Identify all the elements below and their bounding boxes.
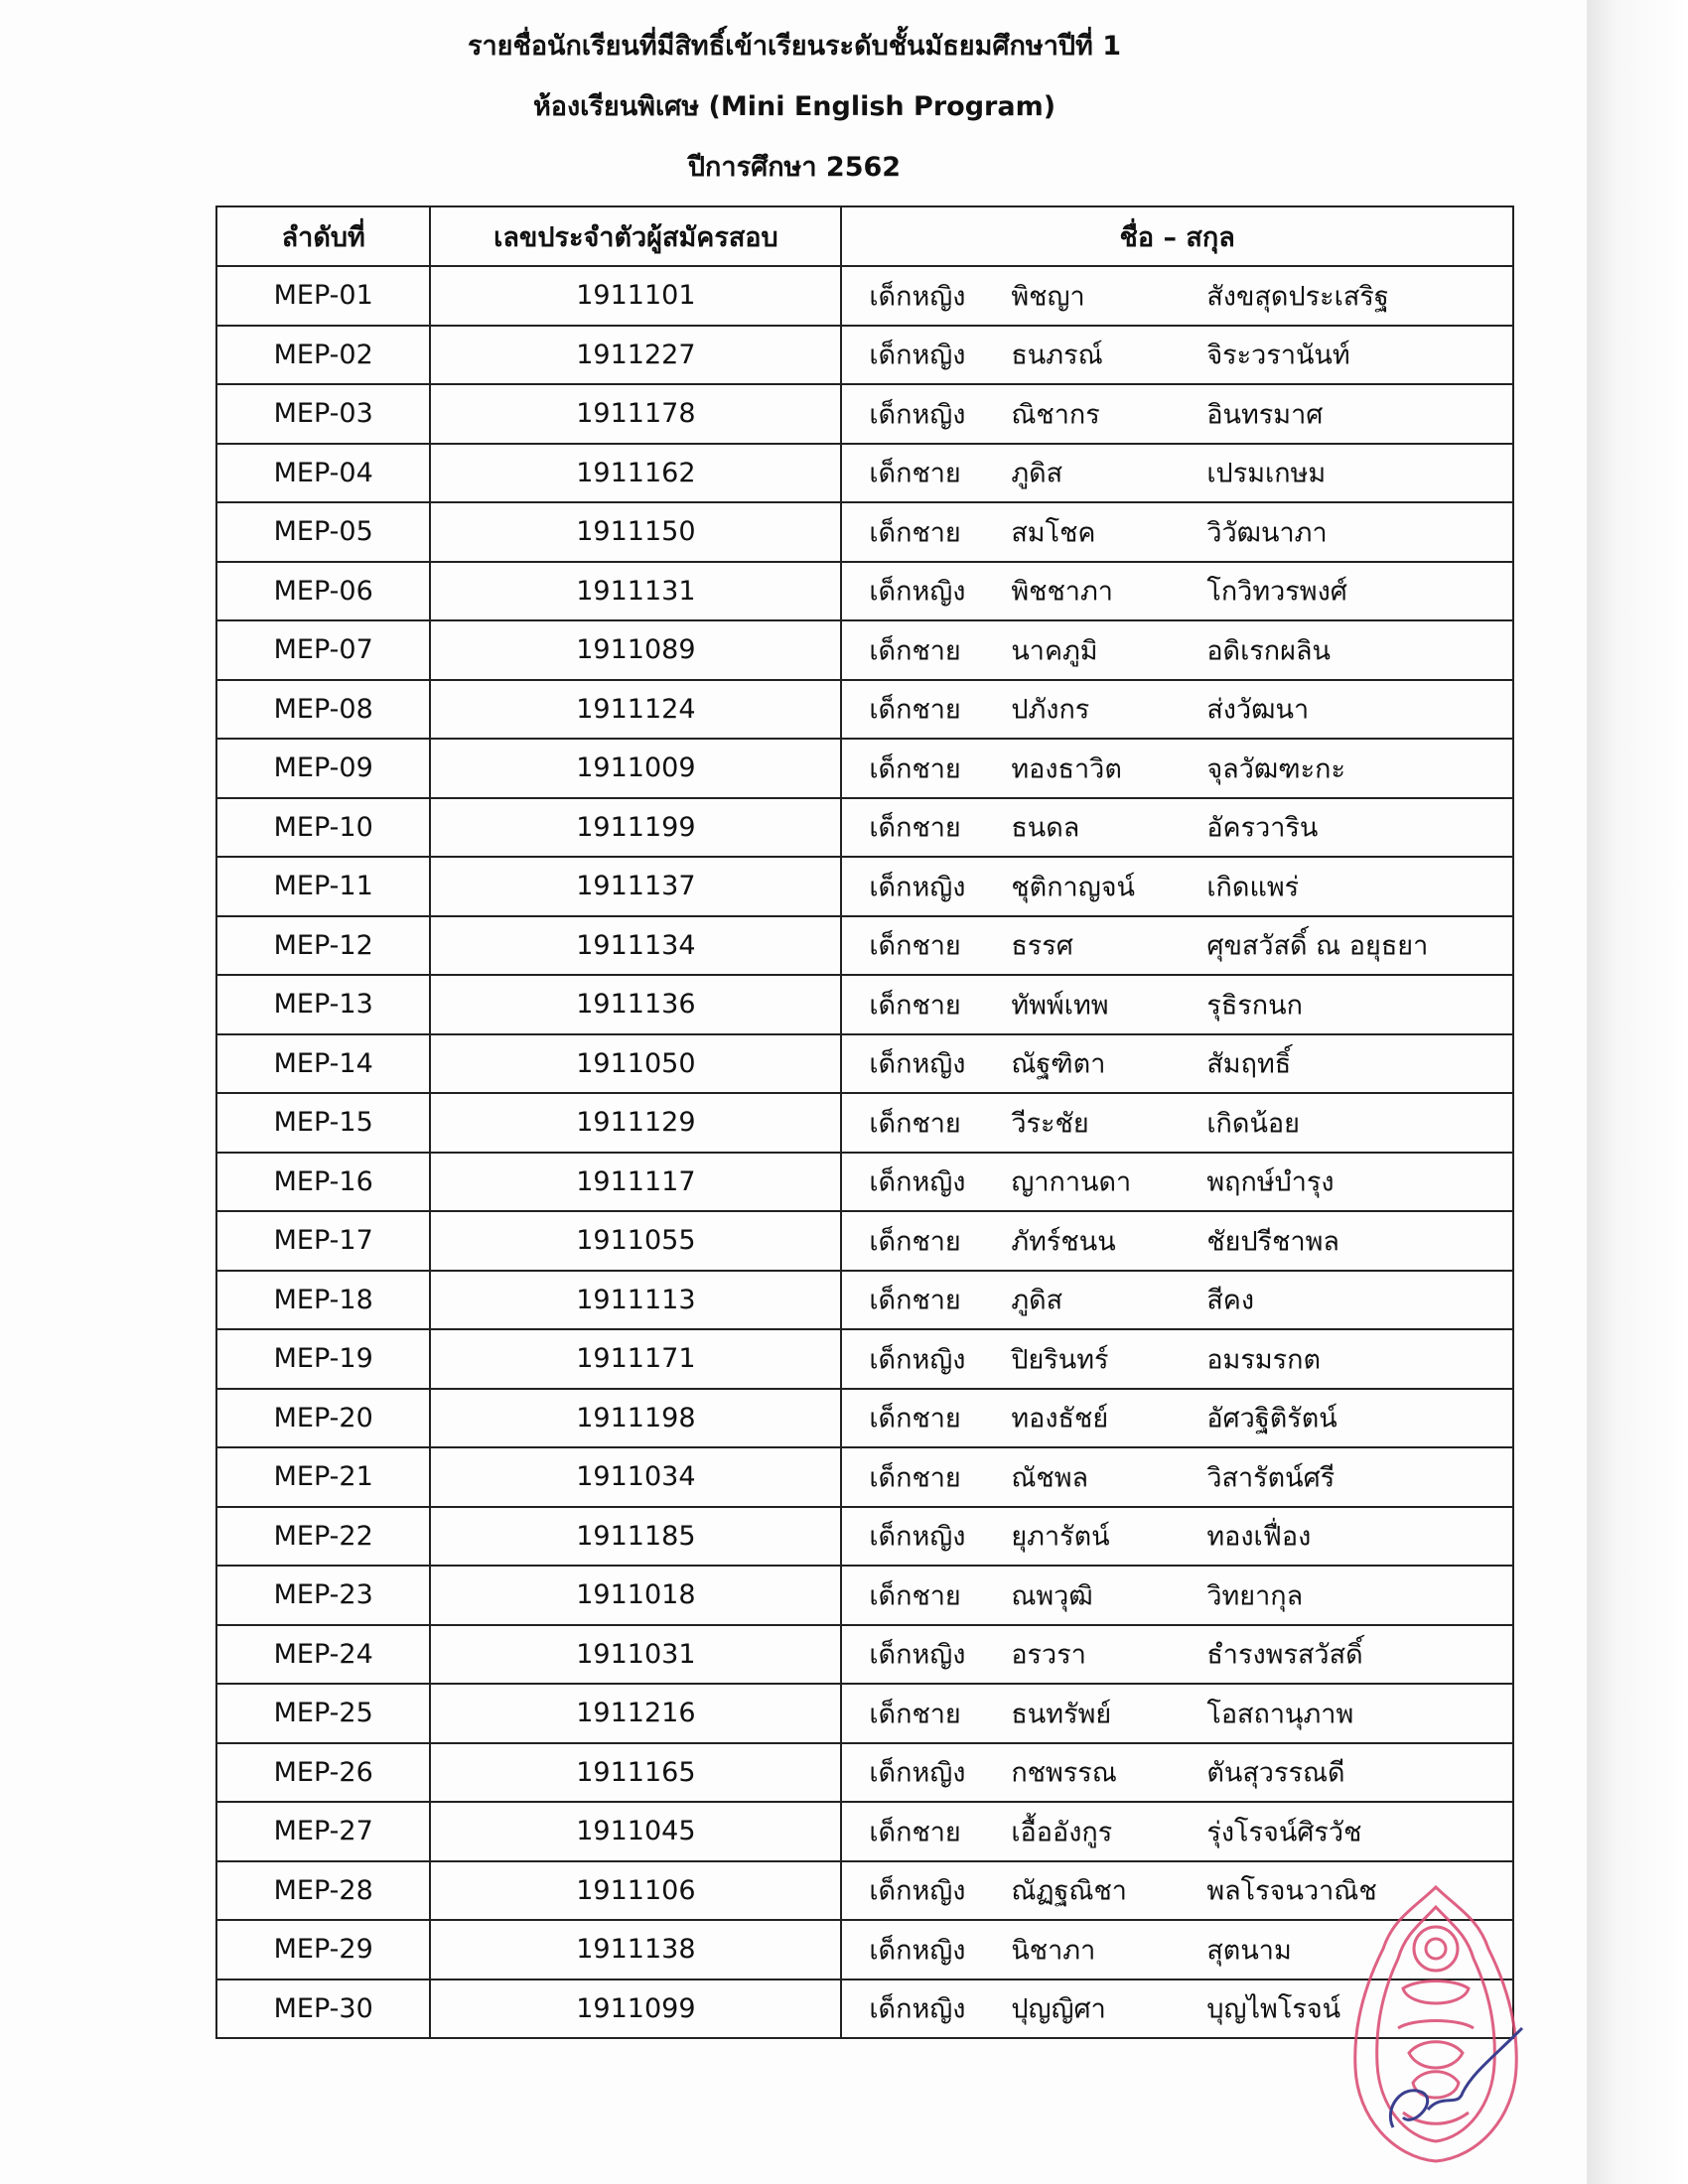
- table-row: [216, 1153, 1513, 1212]
- table-row: [216, 1271, 1513, 1330]
- cell-applicant-id: 1911106: [430, 1861, 841, 1921]
- cell-seq: MEP-20: [216, 1389, 430, 1448]
- cell-applicant-id: 1911009: [430, 739, 841, 798]
- header-applicant-id: เลขประจำตัวผู้สมัครสอบ: [430, 206, 841, 266]
- first-name: นิชาภา: [1011, 1935, 1096, 1967]
- name-wrap: [842, 563, 1512, 620]
- last-name: ศุขสวัสดิ์ ณ อยุธยา: [1206, 930, 1429, 962]
- name-title: เด็กชาย: [869, 812, 961, 844]
- cell-name: [841, 444, 1513, 503]
- cell-name: [841, 1743, 1513, 1803]
- cell-applicant-id: 1911185: [430, 1507, 841, 1567]
- cell-seq: MEP-15: [216, 1093, 430, 1153]
- table-row: [216, 1447, 1513, 1507]
- cell-name: [841, 1034, 1513, 1094]
- cell-seq: MEP-27: [216, 1802, 430, 1861]
- first-name: ชุติกาญจน์: [1011, 872, 1135, 903]
- cell-seq: MEP-19: [216, 1329, 430, 1389]
- name-wrap: [842, 976, 1512, 1033]
- cell-seq: MEP-22: [216, 1507, 430, 1567]
- cell-applicant-id: 1911162: [430, 444, 841, 503]
- header-name: ชื่อ – สกุล: [841, 206, 1513, 266]
- last-name: เปรมเกษม: [1206, 458, 1327, 489]
- academic-year: ปีการศึกษา 2562: [687, 152, 902, 183]
- cell-name: [841, 1093, 1513, 1153]
- first-name: ธรรศ: [1011, 930, 1073, 962]
- cell-seq: MEP-23: [216, 1566, 430, 1625]
- table-row: [216, 1389, 1513, 1448]
- cell-name: [841, 384, 1513, 444]
- table-row: [216, 1507, 1513, 1567]
- school-seal-stamp: [1343, 1879, 1529, 2167]
- cell-seq: MEP-28: [216, 1861, 430, 1921]
- cell-seq: MEP-11: [216, 857, 430, 916]
- student-roster-table: [215, 205, 1514, 2039]
- cell-applicant-id: 1911134: [430, 916, 841, 976]
- cell-seq: MEP-08: [216, 680, 430, 740]
- first-name: ภูดิส: [1011, 1285, 1063, 1316]
- last-name: โกวิทวรพงศ์: [1206, 576, 1347, 608]
- last-name: ทองเฟื่อง: [1206, 1521, 1312, 1553]
- cell-name: [841, 266, 1513, 326]
- first-name: ณิชากร: [1011, 399, 1100, 431]
- name-wrap: [842, 503, 1512, 561]
- last-name: จิระวรานันท์: [1206, 340, 1350, 371]
- name-title: เด็กหญิง: [869, 1639, 966, 1671]
- first-name: ณัฐฑิตา: [1011, 1048, 1106, 1080]
- scan-edge: [1587, 0, 1688, 2184]
- cell-seq: MEP-02: [216, 326, 430, 385]
- last-name: สีคง: [1206, 1285, 1255, 1316]
- name-title: เด็กหญิง: [869, 1521, 966, 1553]
- cell-seq: MEP-04: [216, 444, 430, 503]
- cell-name: [841, 680, 1513, 740]
- last-name: จุลวัฒฑะกะ: [1206, 753, 1346, 785]
- name-wrap: [842, 1508, 1512, 1566]
- last-name: อัศวฐิติรัตน์: [1206, 1403, 1337, 1434]
- name-wrap: [842, 1390, 1512, 1447]
- cell-name: [841, 1625, 1513, 1685]
- cell-name: [841, 857, 1513, 916]
- name-title: เด็กชาย: [869, 1580, 961, 1612]
- name-wrap: [842, 1035, 1512, 1093]
- name-title: เด็กชาย: [869, 753, 961, 785]
- table-row: [216, 1625, 1513, 1685]
- last-name: เกิดแพร่: [1206, 872, 1300, 903]
- first-name: ทัพพ์เทพ: [1011, 990, 1109, 1022]
- cell-applicant-id: 1911136: [430, 975, 841, 1034]
- name-wrap: [842, 445, 1512, 502]
- cell-seq: MEP-30: [216, 1979, 430, 2039]
- cell-name: [841, 1507, 1513, 1567]
- name-title: เด็กหญิง: [869, 1993, 966, 2025]
- name-wrap: [842, 385, 1512, 443]
- cell-applicant-id: 1911138: [430, 1920, 841, 1979]
- cell-seq: MEP-03: [216, 384, 430, 444]
- name-wrap: [842, 740, 1512, 797]
- name-title: เด็กชาย: [869, 517, 961, 549]
- cell-applicant-id: 1911018: [430, 1566, 841, 1625]
- cell-applicant-id: 1911198: [430, 1389, 841, 1448]
- first-name: ยุภารัตน์: [1011, 1521, 1110, 1553]
- cell-applicant-id: 1911089: [430, 620, 841, 680]
- last-name: อัครวาริน: [1206, 812, 1319, 844]
- name-title: เด็กชาย: [869, 1226, 961, 1258]
- first-name: วีระชัย: [1011, 1108, 1089, 1140]
- first-name: ธนภรณ์: [1011, 340, 1103, 371]
- cell-name: [841, 739, 1513, 798]
- name-title: เด็กหญิง: [869, 1048, 966, 1080]
- last-name: สุตนาม: [1206, 1935, 1292, 1967]
- cell-applicant-id: 1911050: [430, 1034, 841, 1094]
- table-row: [216, 1566, 1513, 1625]
- name-title: เด็กชาย: [869, 635, 961, 667]
- last-name: พลโรจนวาณิช: [1206, 1875, 1377, 1907]
- table-row: [216, 502, 1513, 562]
- cell-applicant-id: 1911045: [430, 1802, 841, 1861]
- name-title: เด็กชาย: [869, 1403, 961, 1434]
- last-name: พฤกษ์บำรุง: [1206, 1166, 1335, 1198]
- name-wrap: [842, 681, 1512, 739]
- cell-applicant-id: 1911199: [430, 798, 841, 858]
- name-wrap: [842, 799, 1512, 857]
- name-wrap: [842, 267, 1512, 325]
- first-name: พิชญา: [1011, 281, 1085, 313]
- table-row: [216, 1920, 1513, 1979]
- name-title: เด็กชาย: [869, 1285, 961, 1316]
- cell-applicant-id: 1911101: [430, 266, 841, 326]
- cell-name: [841, 620, 1513, 680]
- table-row: [216, 326, 1513, 385]
- first-name: ณัฏฐณิชา: [1011, 1875, 1127, 1907]
- name-wrap: [842, 858, 1512, 915]
- last-name: สังขสุดประเสริฐ: [1206, 281, 1389, 313]
- cell-seq: MEP-01: [216, 266, 430, 326]
- name-wrap: [842, 917, 1512, 975]
- document-title: รายชื่อนักเรียนที่มีสิทธิ์เข้าเรียนระดับชั้นมัธยมศึกษาปีที่ 1: [468, 31, 1121, 62]
- last-name: วิวัฒนาภา: [1206, 517, 1328, 549]
- cell-name: [841, 916, 1513, 976]
- table-body: [216, 266, 1513, 2038]
- table-row: [216, 1684, 1513, 1743]
- table-row: [216, 266, 1513, 326]
- cell-seq: MEP-12: [216, 916, 430, 976]
- cell-applicant-id: 1911129: [430, 1093, 841, 1153]
- cell-seq: MEP-21: [216, 1447, 430, 1507]
- name-title: เด็กชาย: [869, 1108, 961, 1140]
- name-wrap: [842, 1803, 1512, 1860]
- name-title: เด็กชาย: [869, 990, 961, 1022]
- name-wrap: [842, 327, 1512, 384]
- cell-applicant-id: 1911137: [430, 857, 841, 916]
- last-name: ตันสุวรรณดี: [1206, 1757, 1345, 1789]
- table-row: [216, 739, 1513, 798]
- cell-seq: MEP-10: [216, 798, 430, 858]
- name-wrap: [842, 1272, 1512, 1329]
- cell-seq: MEP-24: [216, 1625, 430, 1685]
- name-wrap: [842, 1567, 1512, 1624]
- cell-applicant-id: 1911227: [430, 326, 841, 385]
- cell-applicant-id: 1911034: [430, 1447, 841, 1507]
- table-row: [216, 1034, 1513, 1094]
- name-title: เด็กชาย: [869, 1817, 961, 1848]
- first-name: ทองธัชย์: [1011, 1403, 1109, 1434]
- name-title: เด็กหญิง: [869, 576, 966, 608]
- table-row: [216, 1211, 1513, 1271]
- cell-name: [841, 1684, 1513, 1743]
- table-row: [216, 1093, 1513, 1153]
- cell-seq: MEP-05: [216, 502, 430, 562]
- header-seq: ลำดับที่: [216, 206, 430, 266]
- cell-name: [841, 326, 1513, 385]
- name-title: เด็กชาย: [869, 694, 961, 726]
- table-row: [216, 1861, 1513, 1921]
- last-name: โอสถานุภาพ: [1206, 1699, 1354, 1730]
- table-row: [216, 444, 1513, 503]
- cell-name: [841, 502, 1513, 562]
- table-row: [216, 1329, 1513, 1389]
- name-title: เด็กชาย: [869, 1699, 961, 1730]
- first-name: ญากานดา: [1011, 1166, 1132, 1198]
- cell-applicant-id: 1911055: [430, 1211, 841, 1271]
- cell-seq: MEP-18: [216, 1271, 430, 1330]
- cell-name: [841, 1271, 1513, 1330]
- last-name: ธำรงพรสวัสดิ์: [1206, 1639, 1363, 1671]
- last-name: ส่งวัฒนา: [1206, 694, 1310, 726]
- first-name: อรวรา: [1011, 1639, 1086, 1671]
- cell-seq: MEP-09: [216, 739, 430, 798]
- name-wrap: [842, 621, 1512, 679]
- name-title: เด็กหญิง: [869, 1875, 966, 1907]
- name-title: เด็กหญิง: [869, 399, 966, 431]
- first-name: ทองธาวิต: [1011, 753, 1122, 785]
- last-name: เกิดน้อย: [1206, 1108, 1300, 1140]
- cell-name: [841, 562, 1513, 621]
- table-row: [216, 680, 1513, 740]
- name-wrap: [842, 1154, 1512, 1211]
- table-row: [216, 384, 1513, 444]
- first-name: นาคภูมิ: [1011, 635, 1098, 667]
- cell-seq: MEP-07: [216, 620, 430, 680]
- last-name: สัมฤทธิ์: [1206, 1048, 1292, 1080]
- cell-applicant-id: 1911031: [430, 1625, 841, 1685]
- cell-name: [841, 1329, 1513, 1389]
- cell-seq: MEP-29: [216, 1920, 430, 1979]
- first-name: ณพวุฒิ: [1011, 1580, 1093, 1612]
- cell-applicant-id: 1911171: [430, 1329, 841, 1389]
- cell-name: [841, 798, 1513, 858]
- first-name: ภัทร์ชนน: [1011, 1226, 1116, 1258]
- cell-seq: MEP-06: [216, 562, 430, 621]
- name-title: เด็กหญิง: [869, 1344, 966, 1376]
- first-name: ธนทรัพย์: [1011, 1699, 1112, 1730]
- name-wrap: [842, 1212, 1512, 1270]
- document-subtitle: ห้องเรียนพิเศษ (Mini English Program): [532, 91, 1056, 122]
- cell-seq: MEP-14: [216, 1034, 430, 1094]
- name-title: เด็กหญิง: [869, 1757, 966, 1789]
- name-wrap: [842, 1094, 1512, 1152]
- name-title: เด็กชาย: [869, 458, 961, 489]
- first-name: กชพรรณ: [1011, 1757, 1117, 1789]
- last-name: อดิเรกผลิน: [1206, 635, 1331, 667]
- cell-applicant-id: 1911117: [430, 1153, 841, 1212]
- table-header-row: [216, 206, 1513, 266]
- cell-seq: MEP-16: [216, 1153, 430, 1212]
- last-name: วิทยากุล: [1206, 1580, 1304, 1612]
- cell-applicant-id: 1911113: [430, 1271, 841, 1330]
- table-row: [216, 1802, 1513, 1861]
- cell-name: [841, 975, 1513, 1034]
- cell-name: [841, 1211, 1513, 1271]
- table-row: [216, 916, 1513, 976]
- cell-applicant-id: 1911099: [430, 1979, 841, 2039]
- cell-applicant-id: 1911216: [430, 1684, 841, 1743]
- table-row: [216, 798, 1513, 858]
- cell-seq: MEP-13: [216, 975, 430, 1034]
- name-title: เด็กหญิง: [869, 1935, 966, 1967]
- name-title: เด็กหญิง: [869, 872, 966, 903]
- cell-applicant-id: 1911124: [430, 680, 841, 740]
- cell-seq: MEP-17: [216, 1211, 430, 1271]
- cell-seq: MEP-26: [216, 1743, 430, 1803]
- last-name: รุ่งโรจน์ศิรวัช: [1206, 1817, 1362, 1848]
- cell-name: [841, 1802, 1513, 1861]
- name-title: เด็กชาย: [869, 930, 961, 962]
- name-wrap: [842, 1330, 1512, 1388]
- cell-applicant-id: 1911165: [430, 1743, 841, 1803]
- name-wrap: [842, 1626, 1512, 1684]
- last-name: ชัยปรีชาพล: [1206, 1226, 1339, 1258]
- name-title: เด็กชาย: [869, 1462, 961, 1494]
- name-title: เด็กหญิง: [869, 281, 966, 313]
- table-row: [216, 1979, 1513, 2039]
- last-name: อินทรมาศ: [1206, 399, 1324, 431]
- first-name: ภูดิส: [1011, 458, 1063, 489]
- cell-name: [841, 1447, 1513, 1507]
- first-name: พิชชาภา: [1011, 576, 1113, 608]
- table-row: [216, 857, 1513, 916]
- first-name: สมโชค: [1011, 517, 1096, 549]
- first-name: เอื้ออังกูร: [1011, 1817, 1113, 1848]
- table-row: [216, 975, 1513, 1034]
- name-title: เด็กหญิง: [869, 1166, 966, 1198]
- cell-name: [841, 1153, 1513, 1212]
- name-title: เด็กหญิง: [869, 340, 966, 371]
- first-name: ณัชพล: [1011, 1462, 1089, 1494]
- cell-name: [841, 1566, 1513, 1625]
- last-name: รุธิรกนก: [1206, 990, 1303, 1022]
- last-name: อมรมรกต: [1206, 1344, 1322, 1376]
- first-name: ธนดล: [1011, 812, 1080, 844]
- last-name: วิสารัตน์ศรี: [1206, 1462, 1336, 1494]
- last-name: บุญไพโรจน์: [1206, 1993, 1341, 2025]
- cell-applicant-id: 1911131: [430, 562, 841, 621]
- cell-name: [841, 1389, 1513, 1448]
- first-name: ปภังกร: [1011, 694, 1090, 726]
- first-name: ปุญญิศา: [1011, 1993, 1106, 2025]
- cell-seq: MEP-25: [216, 1684, 430, 1743]
- name-wrap: [842, 1744, 1512, 1802]
- name-wrap: [842, 1448, 1512, 1506]
- first-name: ปิยรินทร์: [1011, 1344, 1109, 1376]
- cell-applicant-id: 1911150: [430, 502, 841, 562]
- table-row: [216, 562, 1513, 621]
- cell-applicant-id: 1911178: [430, 384, 841, 444]
- name-wrap: [842, 1685, 1512, 1742]
- table-row: [216, 620, 1513, 680]
- table-row: [216, 1743, 1513, 1803]
